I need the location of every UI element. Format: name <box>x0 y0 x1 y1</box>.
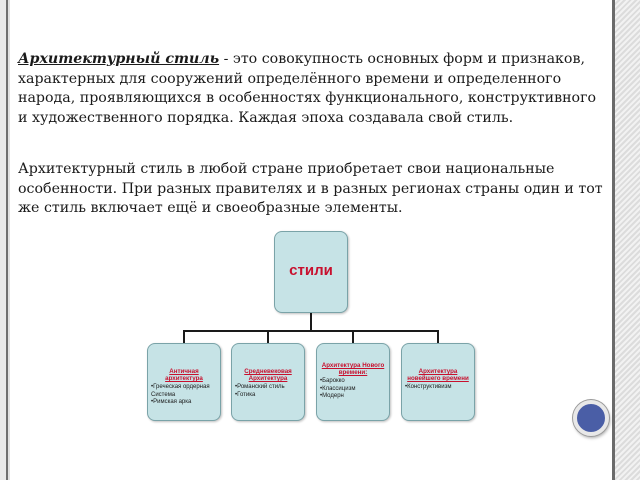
node-item: •Барокко <box>320 378 345 384</box>
node-items <box>151 384 218 407</box>
definition-term: Архитектурный стиль <box>18 51 220 67</box>
child-connector-1 <box>183 330 185 343</box>
national-features-paragraph: Архитектурный стиль в любой стране приобретает свои национальные особенности. При разных правителях и в разных регионах страны один и тот же стиль включает ещё и своеобразные элементы. <box>18 161 603 216</box>
node-ancient-architecture <box>147 343 221 421</box>
node-title: Архитектура новейшего времени <box>407 368 469 383</box>
child-connector-3 <box>352 330 354 343</box>
root-node-label: стили <box>289 262 333 279</box>
definition-paragraph <box>18 50 608 128</box>
node-item: •Классицизм <box>320 385 356 392</box>
node-title: Античная архитектура <box>165 368 203 383</box>
node-item: •Конструктивизм <box>405 384 452 390</box>
styles-diagram <box>140 228 480 428</box>
root-node <box>274 231 348 313</box>
node-title: Средневековая Архитектура <box>244 368 292 383</box>
node-item: •Греческая ордерная Система <box>151 384 210 398</box>
node-item: •Романский стиль <box>235 384 285 390</box>
child-connector-2 <box>267 330 269 343</box>
node-title: Архитектура Нового времени: <box>321 362 385 377</box>
node-item: •Готика <box>235 391 256 398</box>
node-items <box>320 378 387 401</box>
node-modern-architecture <box>316 343 390 421</box>
child-connector-4 <box>437 330 439 343</box>
horizontal-connector <box>183 330 439 332</box>
root-connector <box>310 313 312 331</box>
nav-circle-button[interactable] <box>573 400 609 436</box>
node-items <box>405 384 472 392</box>
definition-text: - это совокупность основных форм и признаков, характерных для сооружений определённого времени и определенного народа, проявляющихся в особенностях функционального, конструктивного и художественного порядка. Каждая эпоха создавала свой стиль. <box>18 51 597 126</box>
node-items <box>235 384 302 399</box>
node-contemporary-architecture <box>401 343 475 421</box>
right-border-pattern <box>615 0 640 480</box>
node-item: •Модерн <box>320 393 344 400</box>
left-border-highlight <box>8 0 10 480</box>
node-medieval-architecture <box>231 343 305 421</box>
node-item: •Римская арка <box>151 399 192 406</box>
